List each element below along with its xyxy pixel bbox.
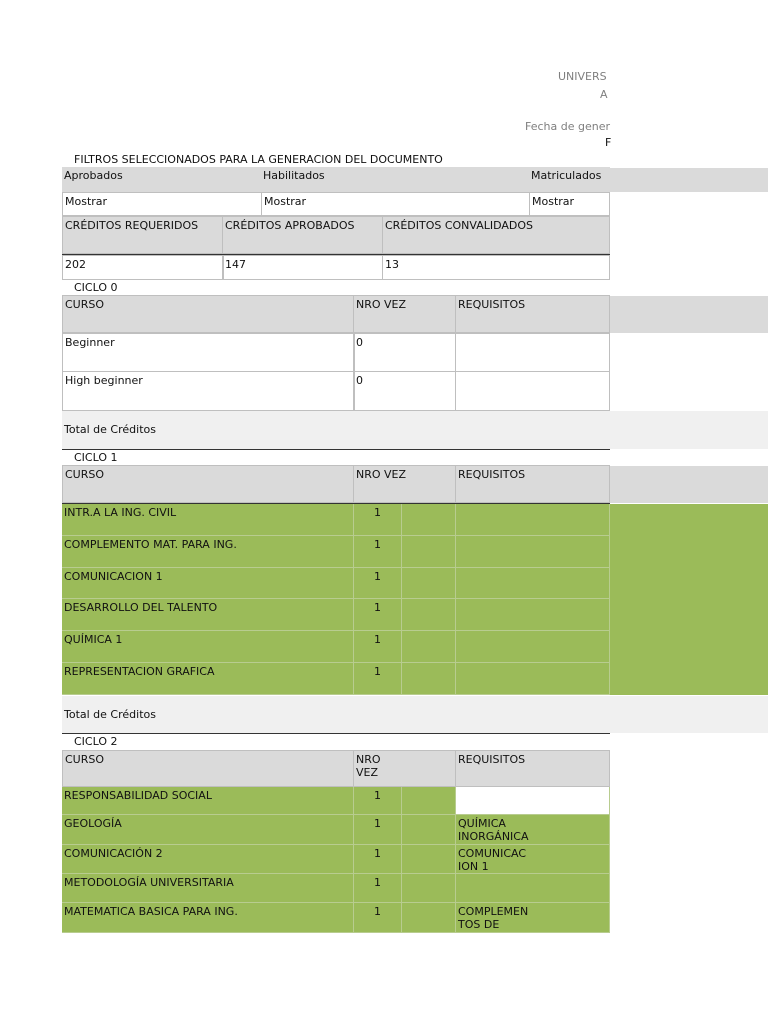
filters-header-row — [62, 167, 610, 192]
credits-value-convalidados: 13 — [382, 255, 610, 280]
ciclo2-row-vez: 1 — [354, 787, 402, 815]
ciclo2-title: CICLO 2 — [74, 735, 118, 748]
ciclo1-row-curso: QUÍMICA 1 — [62, 631, 354, 663]
ciclo1-row-vez: 1 — [354, 599, 402, 631]
ciclo0-row-requisitos — [455, 371, 610, 411]
generation-date-label: Fecha de gener — [525, 120, 611, 133]
ciclo1-row-requisitos — [456, 568, 610, 599]
ciclo2-row-requisitos: COMPLEMEN TOS DE — [456, 903, 610, 933]
ciclo2-row-vez: 1 — [354, 874, 402, 903]
credits-value-aprobados: 147 — [222, 255, 383, 280]
filter-header-aprobados: Aprobados — [64, 169, 123, 182]
ciclo2-row-vez: 1 — [354, 845, 402, 874]
filter-value-habilitados: Mostrar — [261, 192, 530, 216]
ciclo1-total-label: Total de Créditos — [64, 708, 156, 721]
ciclo1-row-vez: 1 — [354, 663, 402, 695]
ciclo2-row-requisitos: COMUNICAC ION 1 — [456, 845, 610, 874]
ciclo0-header-vez: NRO VEZ — [353, 295, 456, 333]
ciclo0-total-label: Total de Créditos — [64, 423, 156, 436]
filter-value-aprobados: Mostrar — [62, 192, 262, 216]
filter-header-habilitados: Habilitados — [263, 169, 325, 182]
ciclo2-row-curso: COMUNICACIÓN 2 — [62, 845, 354, 874]
credits-header-convalidados: CRÉDITOS CONVALIDADOS — [382, 216, 610, 254]
university-name: UNIVERS — [558, 70, 607, 83]
ciclo1-header-vez: NRO VEZ — [353, 465, 413, 503]
ciclo0-row-curso: High beginner — [62, 371, 355, 411]
ciclo1-title: CICLO 1 — [74, 451, 118, 464]
ciclo0-header-requisitos: REQUISITOS — [455, 295, 610, 333]
credits-header-aprobados: CRÉDITOS APROBADOS — [222, 216, 383, 254]
ciclo0-row-curso: Beginner — [62, 333, 355, 372]
ciclo2-row-curso: RESPONSABILIDAD SOCIAL — [62, 787, 354, 815]
ciclo2-header-vez: NRO VEZ — [356, 753, 381, 779]
credits-header-requeridos: CRÉDITOS REQUERIDOS — [62, 216, 224, 254]
ciclo0-header-band — [610, 296, 768, 333]
ciclo2-row-requisitos: QUÍMICA INORGÁNICA — [456, 815, 610, 845]
ciclo1-row-curso: REPRESENTACION GRAFICA — [62, 663, 354, 695]
ciclo2-row-requisitos — [456, 874, 610, 903]
ciclo2-header-curso: CURSO — [62, 750, 355, 787]
ciclo0-row-vez: 0 — [353, 371, 456, 411]
ciclo1-total-row — [62, 696, 768, 733]
ciclo2-row-curso: MATEMATICA BASICA PARA ING. — [62, 903, 354, 933]
university-subtitle: A — [600, 88, 608, 101]
ciclo2-header-vez-box — [353, 750, 456, 787]
filter-header-matriculados: Matriculados — [531, 169, 602, 182]
filters-title: FILTROS SELECCIONADOS PARA LA GENERACION DEL DOCUMENTO — [74, 153, 443, 166]
ciclo2-row-vez: 1 — [354, 815, 402, 845]
ciclo1-row-requisitos — [456, 504, 610, 536]
ciclo2-row-curso: METODOLOGÍA UNIVERSITARIA — [62, 874, 354, 903]
ciclo2-header-requisitos: REQUISITOS — [455, 750, 610, 787]
ciclo0-row-vez: 0 — [353, 333, 456, 372]
credits-value-requeridos: 202 — [62, 255, 224, 280]
ciclo2-row-vez: 1 — [354, 903, 402, 933]
ciclo1-row-requisitos — [456, 536, 610, 568]
ciclo1-row-requisitos — [456, 599, 610, 631]
ciclo0-total-row — [62, 411, 768, 449]
ciclo0-title: CICLO 0 — [74, 281, 118, 294]
ciclo1-row-requisitos — [456, 663, 610, 695]
ciclo1-row-vez: 1 — [354, 504, 402, 536]
ciclo1-row-curso: INTR.A LA ING. CIVIL — [62, 504, 354, 536]
filter-value-matriculados: Mostrar — [529, 192, 610, 216]
ciclo1-row-curso: COMPLEMENTO MAT. PARA ING. — [62, 536, 354, 568]
ciclo1-row-curso: COMUNICACION 1 — [62, 568, 354, 599]
ciclo1-header-curso: CURSO — [62, 465, 355, 503]
filters-header-band — [610, 168, 768, 192]
ciclo0-row-requisitos — [455, 333, 610, 372]
generation-date-value: F — [605, 136, 612, 149]
ciclo2-row-curso: GEOLOGÍA — [62, 815, 354, 845]
ciclo1-row-requisitos — [456, 631, 610, 663]
ciclo1-row-vez: 1 — [354, 536, 402, 568]
ciclo1-row-curso: DESARROLLO DEL TALENTO — [62, 599, 354, 631]
ciclo1-header-requisitos: REQUISITOS — [455, 465, 610, 503]
ciclo1-row-vez: 1 — [354, 568, 402, 599]
ciclo2-row-requisitos — [456, 787, 610, 815]
ciclo1-header-band — [610, 466, 768, 503]
ciclo0-header-curso: CURSO — [62, 295, 355, 333]
ciclo1-approved-band — [610, 504, 768, 695]
ciclo1-row-vez: 1 — [354, 631, 402, 663]
